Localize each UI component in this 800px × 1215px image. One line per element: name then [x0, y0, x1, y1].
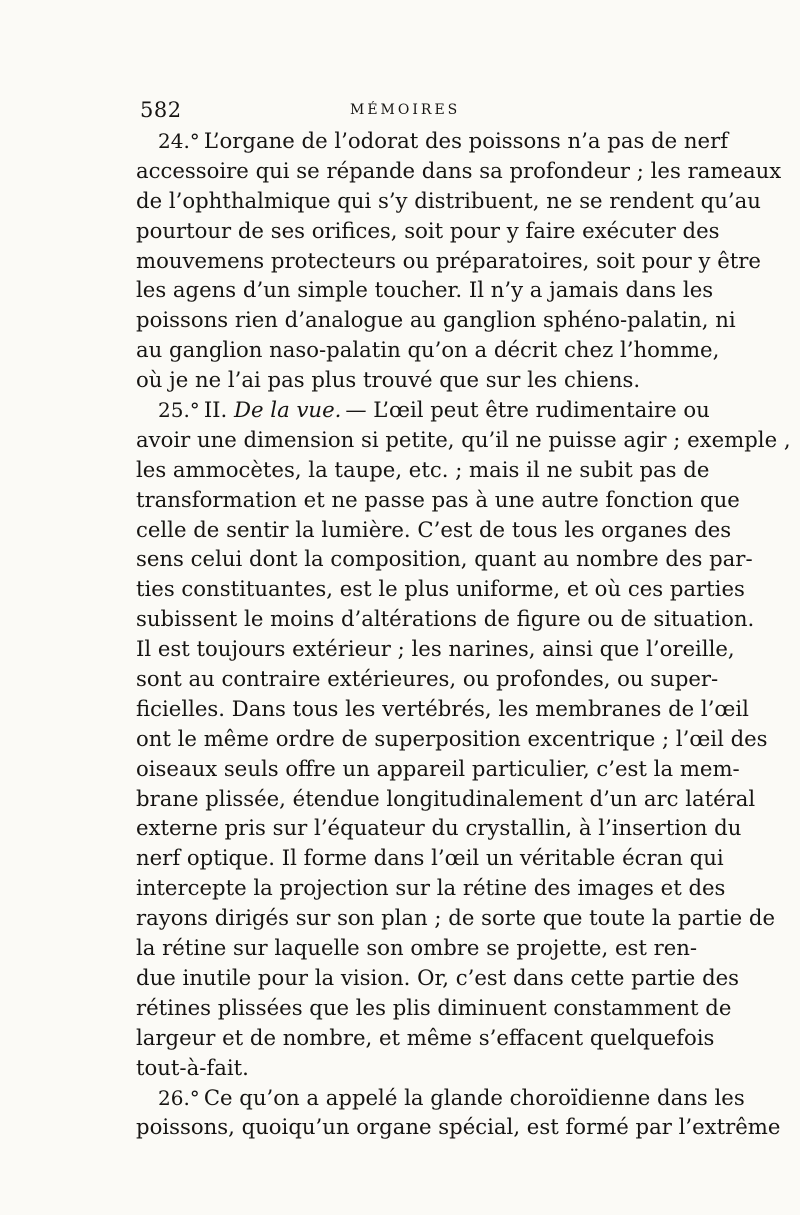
text-line: intercepte la projection sur la rétine des images et des	[136, 875, 726, 901]
text-line: sont au contraire extérieures, ou profondes, ou super-	[136, 666, 719, 692]
text-line: tout-à-fait.	[136, 1054, 249, 1080]
text-line: ont le même ordre de superposition excentrique ; l’œil des	[136, 725, 768, 751]
text-line: 24.° L’organe de l’odorat des poissons n’a pas de nerf	[158, 128, 729, 153]
text-line: pourtour de ses orifices, soit pour y faire exécuter des	[136, 217, 720, 243]
text-line: où je ne l’ai pas plus trouvé que sur les chiens.	[136, 367, 641, 393]
text-line: poissons, quoiqu’un organe spécial, est formé par l’extrême	[136, 1114, 781, 1140]
paragraph-number: 24.°	[158, 129, 200, 153]
page-number: 582	[140, 98, 182, 122]
text-line: avoir une dimension si petite, qu’il ne puisse agir ; exemple ,	[136, 426, 791, 452]
text-line: nerf optique. Il forme dans l’œil un véritable écran qui	[136, 845, 724, 871]
paragraph-number: 25.°	[158, 398, 200, 423]
text-line: celle de sentir la lumière. C’est de tous les organes des	[136, 516, 732, 542]
text-line: mouvemens protecteurs ou préparatoires, soit pour y être	[136, 247, 761, 273]
text-line: les agens d’un simple toucher. Il n’y a jamais dans les	[136, 277, 714, 303]
text-line: les ammocètes, la taupe, etc. ; mais il ne subit pas de	[136, 456, 710, 482]
text-line: ficielles. Dans tous les vertébrés, les membranes de l’œil	[136, 695, 749, 721]
text-line: accessoire qui se répande dans sa profondeur ; les rameaux	[136, 157, 782, 183]
text-line: ties constituantes, est le plus uniforme, et où ces parties	[136, 576, 745, 602]
text-line: rétines plissées que les plis diminuent constamment de	[136, 994, 732, 1020]
text-line: 26.° Ce qu’on a appelé la glande choroïdienne dans les	[158, 1084, 745, 1110]
text-line: due inutile pour la vision. Or, c’est dans cette partie des	[136, 964, 740, 990]
text-line: Il est toujours extérieur ; les narines, ainsi que l’oreille,	[136, 636, 735, 662]
page-header	[140, 98, 660, 122]
text-line: la rétine sur laquelle son ombre se projette, est ren-	[136, 935, 698, 961]
text-line: subissent le moins d’altérations de figure ou de situation.	[136, 606, 755, 632]
text-line: poissons rien d’analogue au ganglion sphéno-palatin, ni	[136, 307, 736, 333]
text-line: au ganglion naso-palatin qu’on a décrit chez l’homme,	[136, 337, 720, 363]
paragraph-number: 26.°	[158, 1085, 200, 1110]
running-head: MÉMOIRES	[350, 102, 461, 118]
text-line: externe pris sur l’équateur du crystallin, à l’insertion du	[136, 815, 742, 841]
text-line: rayons dirigés sur son plan ; de sorte que toute la partie de	[136, 905, 776, 931]
text-line: sens celui dont la composition, quant au nombre des par-	[136, 546, 753, 572]
text-line: 25.° II. De la vue. — L’œil peut être rudimentaire ou	[158, 397, 710, 423]
section-title: II. De la vue.	[203, 397, 342, 423]
text-line: transformation et ne passe pas à une autre fonction que	[136, 486, 740, 512]
text-line: largeur et de nombre, et même s’effacent quelquefois	[136, 1024, 715, 1050]
body-text	[136, 126, 791, 1142]
text-line: brane plissée, étendue longitudinalement d’un arc latéral	[136, 785, 756, 811]
text-line: oiseaux seuls offre un appareil particulier, c’est la mem-	[136, 755, 740, 781]
text-line: de l’ophthalmique qui s’y distribuent, ne se rendent qu’au	[136, 187, 761, 213]
